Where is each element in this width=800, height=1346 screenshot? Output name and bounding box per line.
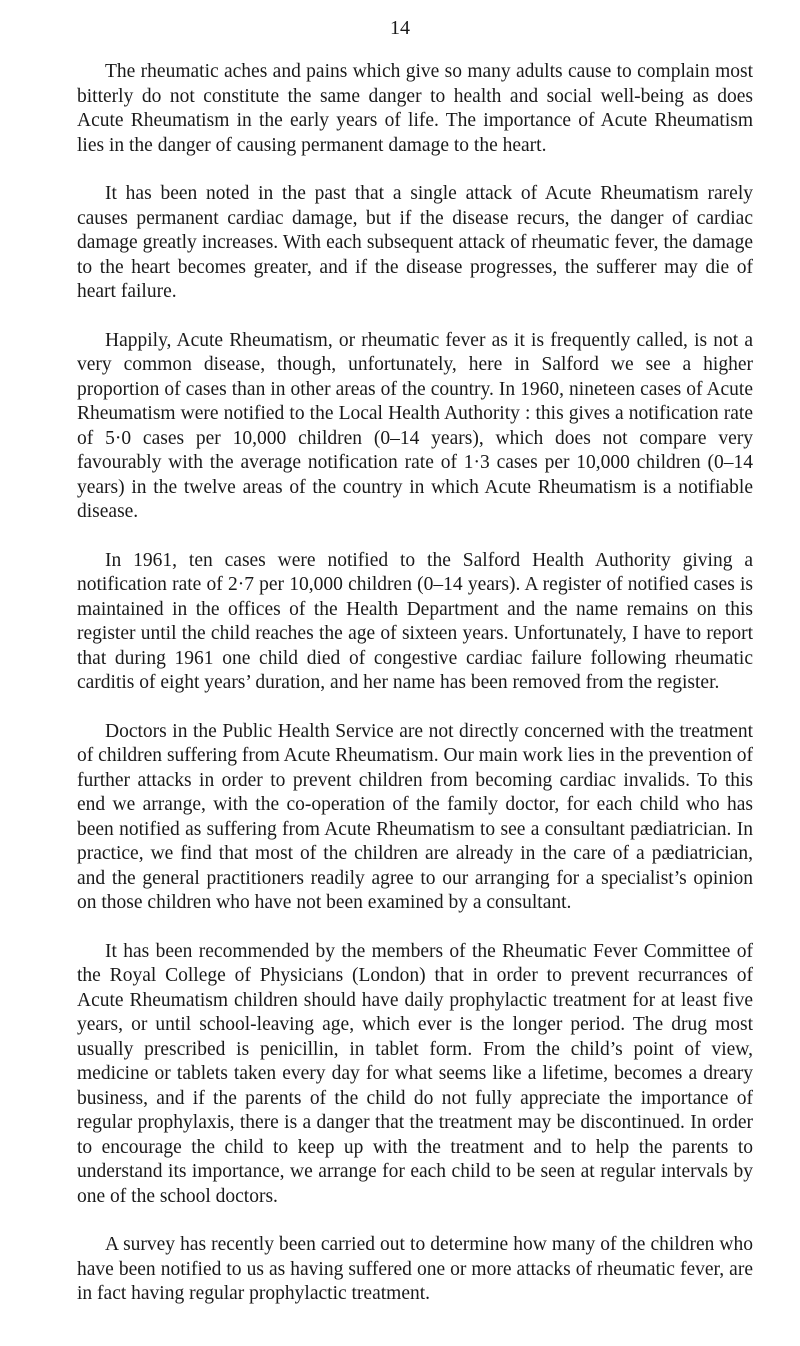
paragraph-7: A survey has recently been carried out to determine how many of the children who have been notified to us as having suffered one or more attacks of rheumatic fever, are in fact having regular prophylactic treatment. — [77, 1234, 753, 1304]
paragraph-3: Happily, Acute Rheumatism, or rheumatic fever as it is frequently called, is not a very common disease, though, unfortunately, here in Salford we see a higher proportion of cases than in other areas of the country. In 1960, nineteen cases of Acute Rheumatism were notified to the Local Health Authority : this gives a notification rate of 5·0 cases per 10,000 children (0–14 years), which does not compare very favourably with the average notification rate of 1·3 cases per 10,000 children (0–14 years) in the twelve areas of the country in which Acute Rheumatism is a notifiable disease. — [77, 329, 753, 522]
paragraph-4: In 1961, ten cases were notified to the Salford Health Authority giving a notification rate of 2·7 per 10,000 children (0–14 years). A register of notified cases is maintained in the offices of the Health Department and the name remains on this register until the child reaches the age of sixteen years. Unfortunately, I have to report that during 1961 one child died of congestive cardiac failure following rheumatic carditis of eight years’ duration, and her name has been removed from the register. — [77, 549, 753, 693]
page-number: 14 — [390, 17, 410, 39]
paragraph-5: Doctors in the Public Health Service are not directly concerned with the treatment of children suffering from Acute Rheumatism. Our main work lies in the prevention of further attacks in order to prevent children from becoming cardiac invalids. To this end we arrange, with the co-operation of the family doctor, for each child who has been notified as suffering from Acute Rheumatism to see a consultant pædiatrician. In practice, we find that most of the children are already in the care of a pædiatrician, and the general practitioners readily agree to our arranging for a specialist’s opinion on those children who have not been examined by a consultant. — [77, 720, 753, 913]
paragraph-2: It has been noted in the past that a single attack of Acute Rheumatism rarely causes permanent cardiac damage, but if the disease recurs, the danger of cardiac damage greatly increases. With each subsequent attack of rheumatic fever, the damage to the heart becomes greater, and if the disease progresses, the sufferer may die of heart failure. — [77, 183, 753, 302]
paragraph-6: It has been recommended by the members of the Rheumatic Fever Committee of the Royal College of Physicians (London) that in order to prevent recurrances of Acute Rheumatism children should have daily prophylactic treatment for at least five years, or until school-leaving age, which ever is the longer period. The drug most usually prescribed is penicillin, in tablet form. From the child’s point of view, medicine or tablets taken every day for what seems like a lifetime, becomes a dreary business, and if the parents of the child do not fully appreciate the importance of regular prophylaxis, there is a danger that the treatment may be discontinued. In order to encourage the child to keep up with the treatment and to help the parents to understand its importance, we arrange for each child to be seen at regular intervals by one of the school doctors. — [77, 940, 753, 1207]
paragraph-1: The rheumatic aches and pains which give so many adults cause to complain most bitterly do not constitute the same danger to health and social well-being as does Acute Rheumatism in the early years of life. The importance of Acute Rheumatism lies in the danger of causing permanent damage to the heart. — [77, 61, 753, 156]
